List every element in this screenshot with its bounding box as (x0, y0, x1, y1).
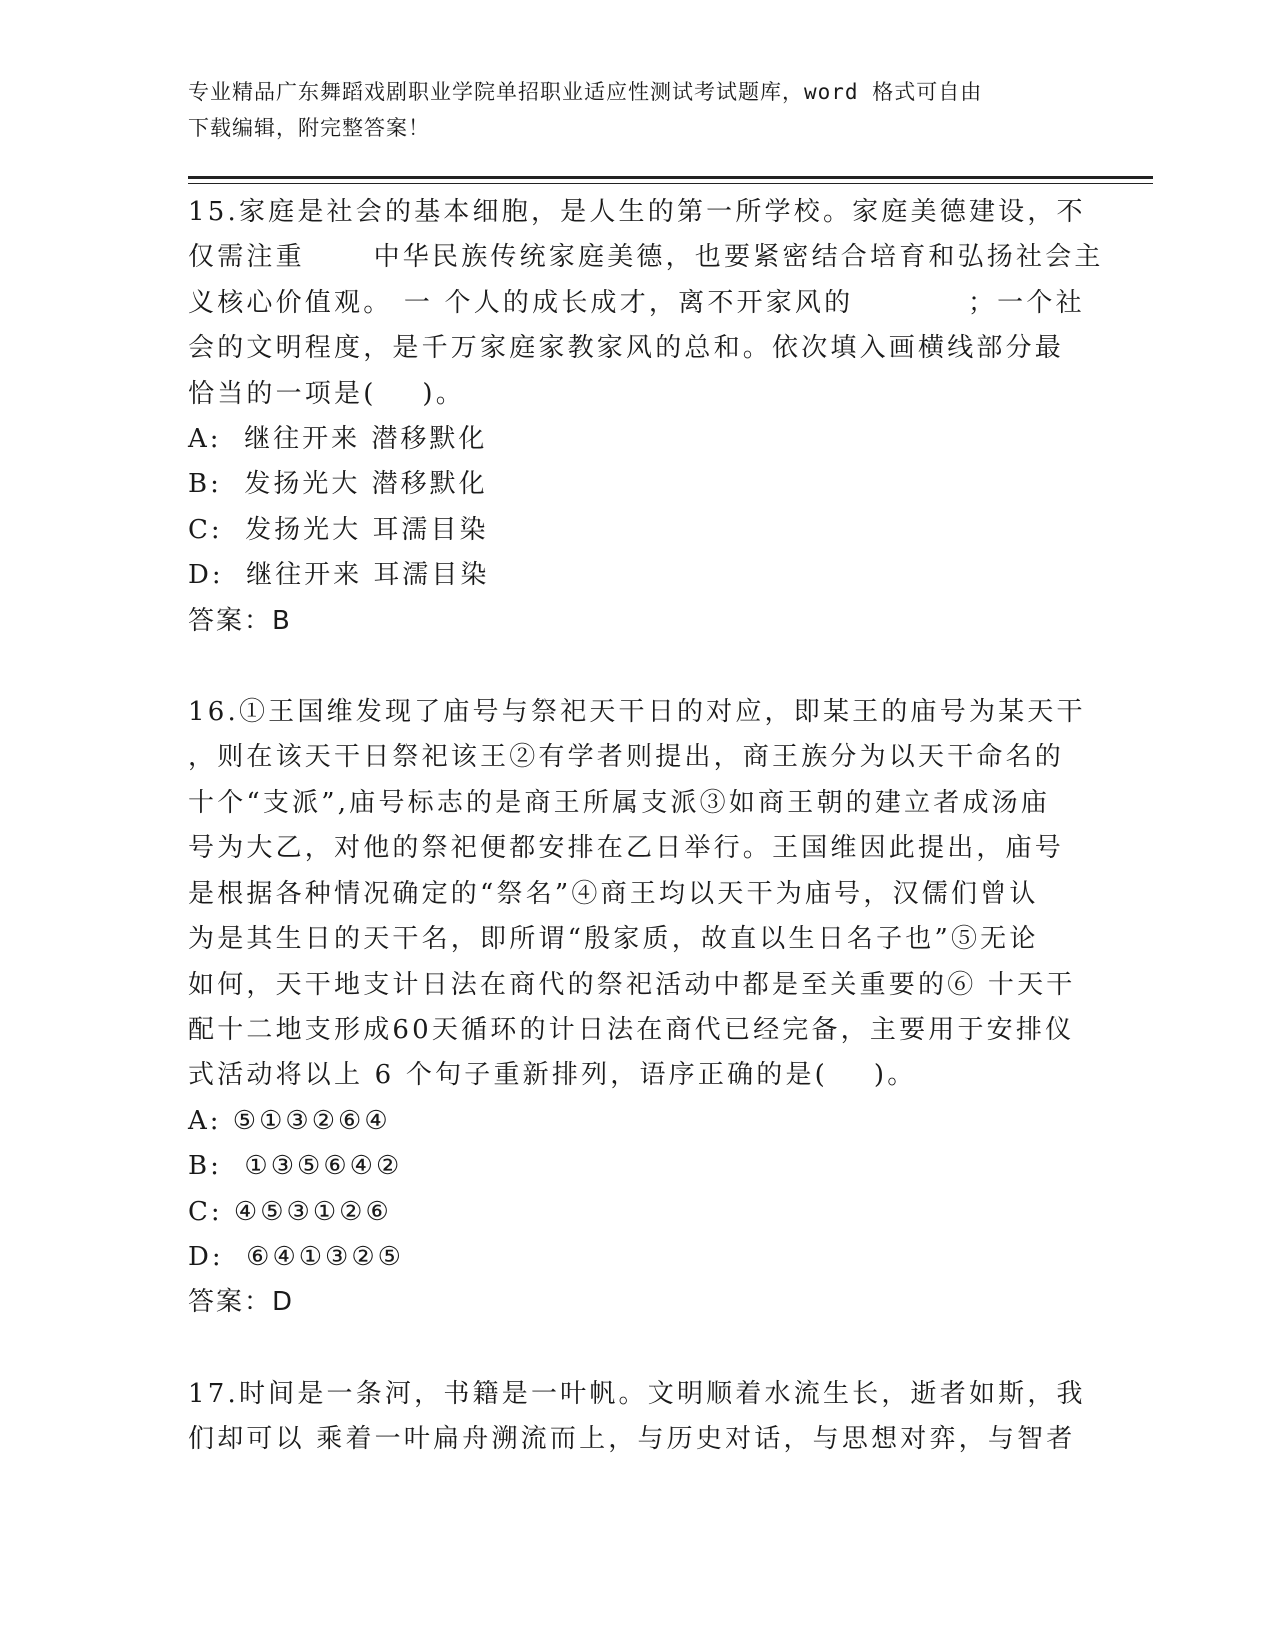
question-text-line: 会的文明程度，是千万家庭家教家风的总和。依次填入画横线部分最 (188, 333, 1065, 364)
question-text-line: 仅需注重 中华民族传统家庭美德，也要紧密结合培育和弘扬社会主 (188, 242, 1104, 273)
question-text-line: 号为大乙，对他的祭祀便都安排在乙日举行。王国维因此提出，庙号 (188, 833, 1065, 864)
question-text-line: 是根据各种情况确定的“祭名”④商王均以天干为庙号，汉儒们曾认 (188, 878, 1039, 909)
option-d: D: 继往开来 耳濡目染 (188, 560, 490, 591)
question-17 (188, 1372, 1086, 1463)
option-c: C: ④⑤③①②⑥ (188, 1196, 392, 1227)
header-line-2: 下载编辑，附完整答案！ (188, 116, 430, 140)
question-text-line: 为是其生日的天干名，即所谓“殷家质，故直以生日名子也”⑤无论 (188, 924, 1039, 955)
question-text-line: 17.时间是一条河，书籍是一叶帆。文明顺着水流生长，逝者如斯，我 (188, 1378, 1086, 1409)
answer-label: 答案：B (188, 605, 292, 636)
answer-label: 答案：D (188, 1287, 295, 1318)
option-c: C: 发扬光大 耳濡目染 (188, 514, 489, 545)
option-d: D: ⑥④①③②⑤ (188, 1241, 404, 1272)
question-16 (188, 690, 1086, 1326)
question-15 (188, 190, 1104, 644)
question-spacer (188, 644, 1078, 690)
question-text-line: 式活动将以上 6 个句子重新排列，语序正确的是( )。 (188, 1060, 917, 1091)
header-line-1: 专业精品广东舞蹈戏剧职业学院单招职业适应性测试考试题库，word 格式可自由 (188, 80, 983, 104)
question-text-line: 们却可以 乘着一叶扁舟溯流而上，与历史对话，与思想对弈，与智者 (188, 1424, 1076, 1455)
question-text-line: ，则在该天干日祭祀该王②有学者则提出，商王族分为以天干命名的 (188, 742, 1065, 773)
document-header (188, 74, 1068, 146)
header-rule-thin (188, 183, 1153, 184)
question-text-line: 16.①王国维发现了庙号与祭祀天干日的对应，即某王的庙号为某天干 (188, 697, 1086, 728)
option-b: B: 发扬光大 潜移默化 (188, 469, 488, 500)
question-text-line: 十个“支派”,庙号标志的是商王所属支派③如商王朝的建立者成汤庙 (188, 787, 1051, 818)
question-spacer (188, 1326, 1078, 1372)
question-text-line: 15.家庭是社会的基本细胞，是人生的第一所学校。家庭美德建设，不 (188, 197, 1086, 227)
option-b: B: ①③⑤⑥④② (188, 1151, 403, 1182)
option-a: A: ⑤①③②⑥④ (188, 1105, 391, 1136)
question-text-line: 恰当的一项是( )。 (188, 378, 465, 409)
question-text-line: 如何，天干地支计日法在商代的祭祀活动中都是至关重要的⑥ 十天干 (188, 969, 1076, 1000)
question-text-line: 配十二地支形成60天循环的计日法在商代已经完备，主要用于安排仪 (188, 1014, 1075, 1045)
option-a: A: 继往开来 潜移默化 (188, 424, 488, 455)
question-list (188, 190, 1104, 1463)
question-text-line: 义核心价值观。 一 个人的成长成才，离不开家风的 ；一个社 (188, 287, 1085, 318)
header-rule-thick (188, 176, 1153, 179)
